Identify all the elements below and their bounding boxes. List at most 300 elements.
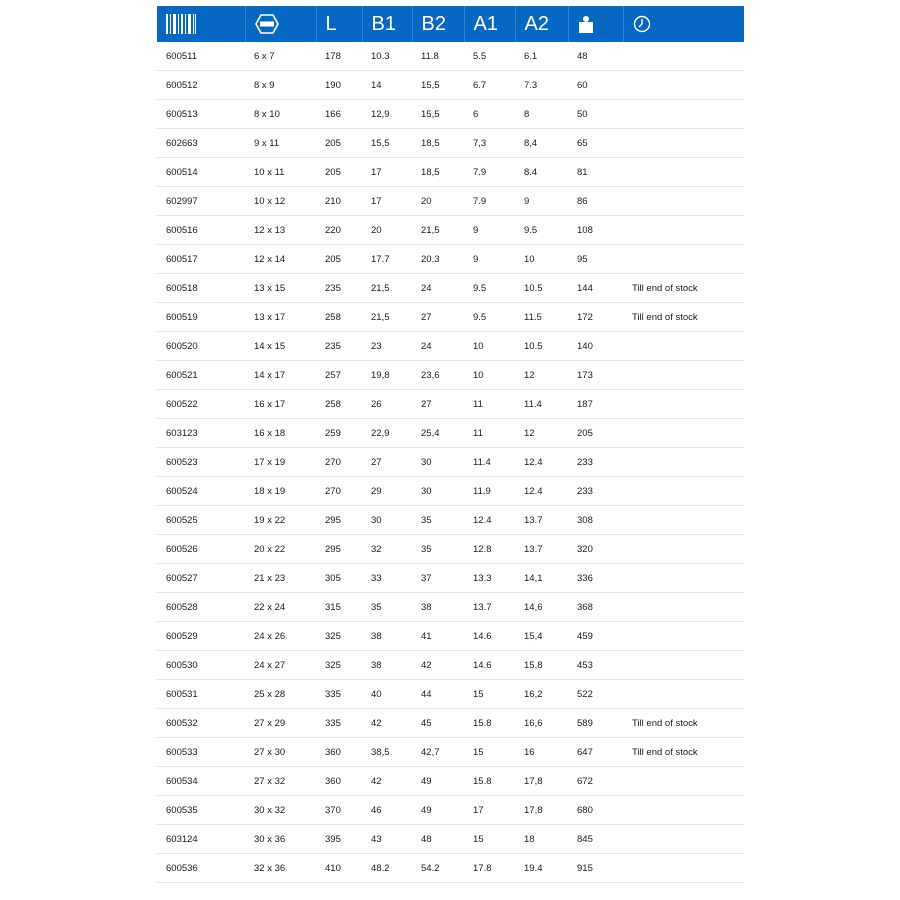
length-cell: 258	[316, 303, 362, 332]
header-weight	[568, 6, 623, 42]
b1-cell: 29	[362, 477, 412, 506]
table-row	[157, 390, 744, 419]
a2-cell: 13.7	[515, 535, 568, 564]
availability-cell	[623, 448, 744, 477]
b1-cell: 17	[362, 187, 412, 216]
a2-cell: 11.4	[515, 390, 568, 419]
table-row	[157, 796, 744, 825]
b1-cell: 26	[362, 390, 412, 419]
header-b2	[412, 6, 464, 42]
length-cell: 220	[316, 216, 362, 245]
length-cell: 295	[316, 506, 362, 535]
header-article-number	[157, 6, 245, 42]
length-cell: 205	[316, 158, 362, 187]
b2-cell: 44	[412, 680, 464, 709]
header-a1	[464, 6, 515, 42]
size-cell: 16 x 18	[245, 419, 316, 448]
table-row	[157, 303, 744, 332]
length-cell: 210	[316, 187, 362, 216]
article-number-cell: 600512	[157, 71, 245, 100]
length-cell: 315	[316, 593, 362, 622]
weight-icon	[578, 15, 594, 33]
a2-cell: 9.5	[515, 216, 568, 245]
header-b1	[362, 6, 412, 42]
size-cell: 8 x 10	[245, 100, 316, 129]
a2-cell: 10.5	[515, 332, 568, 361]
availability-cell	[623, 622, 744, 651]
b2-cell: 38	[412, 593, 464, 622]
size-cell: 13 x 17	[245, 303, 316, 332]
weight-cell: 233	[568, 448, 623, 477]
b2-cell: 35	[412, 506, 464, 535]
b2-cell: 24	[412, 274, 464, 303]
size-cell: 20 x 22	[245, 535, 316, 564]
weight-cell: 108	[568, 216, 623, 245]
a2-cell: 12.4	[515, 448, 568, 477]
table-row	[157, 448, 744, 477]
product-table-container	[157, 6, 744, 883]
length-cell: 295	[316, 535, 362, 564]
table-row	[157, 767, 744, 796]
a2-cell: 8	[515, 100, 568, 129]
b1-cell: 30	[362, 506, 412, 535]
availability-cell	[623, 825, 744, 854]
b1-cell: 38,5	[362, 738, 412, 767]
a1-cell: 12.4	[464, 506, 515, 535]
length-cell: 257	[316, 361, 362, 390]
article-number-cell: 600530	[157, 651, 245, 680]
a1-cell: 10	[464, 361, 515, 390]
article-number-cell: 600519	[157, 303, 245, 332]
b1-cell: 21,5	[362, 274, 412, 303]
b1-cell: 32	[362, 535, 412, 564]
b2-cell: 49	[412, 796, 464, 825]
size-cell: 14 x 15	[245, 332, 316, 361]
a1-cell: 14.6	[464, 651, 515, 680]
table-row	[157, 564, 744, 593]
availability-cell	[623, 216, 744, 245]
weight-cell: 81	[568, 158, 623, 187]
availability-cell	[623, 100, 744, 129]
a1-cell: 11	[464, 390, 515, 419]
a2-cell: 15,4	[515, 622, 568, 651]
header-length	[316, 6, 362, 42]
a1-cell: 12.8	[464, 535, 515, 564]
b2-cell: 35	[412, 535, 464, 564]
barcode-icon	[166, 14, 196, 34]
availability-cell	[623, 419, 744, 448]
b1-cell: 14	[362, 71, 412, 100]
a1-cell: 6.7	[464, 71, 515, 100]
a2-cell: 18	[515, 825, 568, 854]
article-number-cell: 600518	[157, 274, 245, 303]
weight-cell: 522	[568, 680, 623, 709]
b2-cell: 24	[412, 332, 464, 361]
size-cell: 13 x 15	[245, 274, 316, 303]
availability-cell	[623, 854, 744, 883]
article-number-cell: 600520	[157, 332, 245, 361]
table-row	[157, 854, 744, 883]
availability-cell: Till end of stock	[623, 303, 744, 332]
a1-cell: 15.8	[464, 709, 515, 738]
weight-cell: 205	[568, 419, 623, 448]
length-cell: 259	[316, 419, 362, 448]
a1-cell: 9	[464, 245, 515, 274]
b1-cell: 20	[362, 216, 412, 245]
weight-cell: 845	[568, 825, 623, 854]
table-row	[157, 42, 744, 71]
length-cell: 360	[316, 767, 362, 796]
weight-cell: 459	[568, 622, 623, 651]
availability-cell	[623, 42, 744, 71]
weight-cell: 336	[568, 564, 623, 593]
size-cell: 27 x 30	[245, 738, 316, 767]
a1-cell: 15.8	[464, 767, 515, 796]
table-body	[157, 42, 744, 883]
size-cell: 12 x 13	[245, 216, 316, 245]
b2-cell: 30	[412, 477, 464, 506]
table-row	[157, 158, 744, 187]
weight-cell: 915	[568, 854, 623, 883]
b1-cell: 22,9	[362, 419, 412, 448]
b1-cell: 17	[362, 158, 412, 187]
b2-cell: 11.8	[412, 42, 464, 71]
size-cell: 6 x 7	[245, 42, 316, 71]
b2-cell: 45	[412, 709, 464, 738]
header-a2	[515, 6, 568, 42]
b1-cell: 33	[362, 564, 412, 593]
availability-cell	[623, 187, 744, 216]
weight-cell: 95	[568, 245, 623, 274]
size-cell: 18 x 19	[245, 477, 316, 506]
a1-cell: 15	[464, 738, 515, 767]
availability-cell	[623, 361, 744, 390]
article-number-cell: 603123	[157, 419, 245, 448]
a1-cell: 7.9	[464, 187, 515, 216]
size-cell: 10 x 11	[245, 158, 316, 187]
b1-cell: 10.3	[362, 42, 412, 71]
weight-cell: 173	[568, 361, 623, 390]
a1-cell: 11.9	[464, 477, 515, 506]
article-number-cell: 600524	[157, 477, 245, 506]
header-label-b1: B1	[371, 12, 396, 35]
b2-cell: 41	[412, 622, 464, 651]
a2-cell: 16,2	[515, 680, 568, 709]
a2-cell: 13.7	[515, 506, 568, 535]
table-row	[157, 506, 744, 535]
a1-cell: 7.9	[464, 158, 515, 187]
weight-cell: 680	[568, 796, 623, 825]
table-row	[157, 274, 744, 303]
availability-cell	[623, 158, 744, 187]
b1-cell: 21,5	[362, 303, 412, 332]
availability-cell	[623, 506, 744, 535]
table-header-row	[157, 6, 744, 42]
b2-cell: 15,5	[412, 71, 464, 100]
length-cell: 166	[316, 100, 362, 129]
b1-cell: 23	[362, 332, 412, 361]
header-availability	[623, 6, 744, 42]
availability-cell	[623, 680, 744, 709]
article-number-cell: 600526	[157, 535, 245, 564]
table-row	[157, 680, 744, 709]
a2-cell: 8,4	[515, 129, 568, 158]
b2-cell: 37	[412, 564, 464, 593]
size-cell: 32 x 36	[245, 854, 316, 883]
size-cell: 27 x 29	[245, 709, 316, 738]
length-cell: 325	[316, 622, 362, 651]
a1-cell: 11.4	[464, 448, 515, 477]
size-cell: 17 x 19	[245, 448, 316, 477]
article-number-cell: 600531	[157, 680, 245, 709]
a2-cell: 10.5	[515, 274, 568, 303]
a2-cell: 16	[515, 738, 568, 767]
weight-cell: 172	[568, 303, 623, 332]
weight-cell: 308	[568, 506, 623, 535]
article-number-cell: 603124	[157, 825, 245, 854]
b2-cell: 27	[412, 303, 464, 332]
b1-cell: 42	[362, 767, 412, 796]
a2-cell: 10	[515, 245, 568, 274]
availability-cell: Till end of stock	[623, 709, 744, 738]
article-number-cell: 600534	[157, 767, 245, 796]
weight-cell: 86	[568, 187, 623, 216]
a2-cell: 17,8	[515, 796, 568, 825]
b2-cell: 18,5	[412, 158, 464, 187]
size-cell: 8 x 9	[245, 71, 316, 100]
availability-cell: Till end of stock	[623, 738, 744, 767]
length-cell: 190	[316, 71, 362, 100]
b2-cell: 54.2	[412, 854, 464, 883]
article-number-cell: 600529	[157, 622, 245, 651]
a1-cell: 13.3	[464, 564, 515, 593]
weight-cell: 60	[568, 71, 623, 100]
b2-cell: 49	[412, 767, 464, 796]
a1-cell: 6	[464, 100, 515, 129]
table-row	[157, 245, 744, 274]
a1-cell: 9.5	[464, 303, 515, 332]
weight-cell: 589	[568, 709, 623, 738]
b2-cell: 25,4	[412, 419, 464, 448]
table-row	[157, 622, 744, 651]
length-cell: 410	[316, 854, 362, 883]
b2-cell: 20	[412, 187, 464, 216]
article-number-cell: 600535	[157, 796, 245, 825]
table-row	[157, 709, 744, 738]
a2-cell: 8.4	[515, 158, 568, 187]
header-size	[245, 6, 316, 42]
length-cell: 178	[316, 42, 362, 71]
size-cell: 12 x 14	[245, 245, 316, 274]
table-row	[157, 332, 744, 361]
availability-cell	[623, 245, 744, 274]
a2-cell: 11.5	[515, 303, 568, 332]
a2-cell: 17,8	[515, 767, 568, 796]
availability-cell	[623, 651, 744, 680]
b2-cell: 27	[412, 390, 464, 419]
b1-cell: 46	[362, 796, 412, 825]
b2-cell: 48	[412, 825, 464, 854]
length-cell: 335	[316, 709, 362, 738]
weight-cell: 187	[568, 390, 623, 419]
table-row	[157, 100, 744, 129]
b2-cell: 42	[412, 651, 464, 680]
b1-cell: 12,9	[362, 100, 412, 129]
length-cell: 305	[316, 564, 362, 593]
product-table	[157, 6, 744, 883]
table-row	[157, 129, 744, 158]
a2-cell: 12.4	[515, 477, 568, 506]
size-cell: 27 x 32	[245, 767, 316, 796]
table-row	[157, 825, 744, 854]
weight-cell: 144	[568, 274, 623, 303]
a1-cell: 14.6	[464, 622, 515, 651]
article-number-cell: 602663	[157, 129, 245, 158]
b2-cell: 15,5	[412, 100, 464, 129]
a2-cell: 14,6	[515, 593, 568, 622]
availability-cell	[623, 767, 744, 796]
length-cell: 270	[316, 448, 362, 477]
article-number-cell: 600525	[157, 506, 245, 535]
a2-cell: 12	[515, 419, 568, 448]
availability-cell	[623, 564, 744, 593]
b1-cell: 38	[362, 622, 412, 651]
article-number-cell: 600513	[157, 100, 245, 129]
size-cell: 21 x 23	[245, 564, 316, 593]
size-cell: 10 x 12	[245, 187, 316, 216]
a1-cell: 13.7	[464, 593, 515, 622]
article-number-cell: 600514	[157, 158, 245, 187]
header-label-b2: B2	[421, 12, 446, 35]
length-cell: 395	[316, 825, 362, 854]
article-number-cell: 600536	[157, 854, 245, 883]
b2-cell: 23,6	[412, 361, 464, 390]
size-cell: 30 x 32	[245, 796, 316, 825]
availability-cell	[623, 129, 744, 158]
b1-cell: 40	[362, 680, 412, 709]
table-row	[157, 535, 744, 564]
b2-cell: 30	[412, 448, 464, 477]
weight-cell: 233	[568, 477, 623, 506]
size-cell: 9 x 11	[245, 129, 316, 158]
b1-cell: 19,8	[362, 361, 412, 390]
b1-cell: 15,5	[362, 129, 412, 158]
size-cell: 16 x 17	[245, 390, 316, 419]
a2-cell: 16,6	[515, 709, 568, 738]
weight-cell: 140	[568, 332, 623, 361]
weight-cell: 320	[568, 535, 623, 564]
availability-cell	[623, 593, 744, 622]
article-number-cell: 600511	[157, 42, 245, 71]
article-number-cell: 600527	[157, 564, 245, 593]
table-row	[157, 738, 744, 767]
article-number-cell: 600533	[157, 738, 245, 767]
length-cell: 205	[316, 129, 362, 158]
a1-cell: 15	[464, 680, 515, 709]
length-cell: 205	[316, 245, 362, 274]
size-cell: 22 x 24	[245, 593, 316, 622]
b2-cell: 21,5	[412, 216, 464, 245]
a1-cell: 10	[464, 332, 515, 361]
table-row	[157, 361, 744, 390]
table-row	[157, 216, 744, 245]
article-number-cell: 600528	[157, 593, 245, 622]
weight-cell: 647	[568, 738, 623, 767]
article-number-cell: 600532	[157, 709, 245, 738]
length-cell: 235	[316, 332, 362, 361]
b1-cell: 48.2	[362, 854, 412, 883]
table-row	[157, 419, 744, 448]
length-cell: 270	[316, 477, 362, 506]
length-cell: 325	[316, 651, 362, 680]
b1-cell: 27	[362, 448, 412, 477]
article-number-cell: 600517	[157, 245, 245, 274]
header-label-a2: A2	[524, 12, 549, 35]
weight-cell: 672	[568, 767, 623, 796]
availability-cell	[623, 71, 744, 100]
article-number-cell: 600516	[157, 216, 245, 245]
a2-cell: 7.3	[515, 71, 568, 100]
size-cell: 30 x 36	[245, 825, 316, 854]
availability-cell	[623, 332, 744, 361]
size-cell: 24 x 27	[245, 651, 316, 680]
availability-cell	[623, 796, 744, 825]
length-cell: 335	[316, 680, 362, 709]
size-cell: 25 x 28	[245, 680, 316, 709]
length-cell: 370	[316, 796, 362, 825]
wrench-size-icon	[255, 14, 279, 34]
a1-cell: 11	[464, 419, 515, 448]
length-cell: 258	[316, 390, 362, 419]
size-cell: 14 x 17	[245, 361, 316, 390]
a2-cell: 14,1	[515, 564, 568, 593]
size-cell: 24 x 26	[245, 622, 316, 651]
a1-cell: 17.8	[464, 854, 515, 883]
a1-cell: 7,3	[464, 129, 515, 158]
article-number-cell: 600521	[157, 361, 245, 390]
a1-cell: 17	[464, 796, 515, 825]
weight-cell: 50	[568, 100, 623, 129]
header-label-l: L	[325, 12, 337, 35]
weight-cell: 368	[568, 593, 623, 622]
a1-cell: 15	[464, 825, 515, 854]
article-number-cell: 600522	[157, 390, 245, 419]
a2-cell: 15,8	[515, 651, 568, 680]
a1-cell: 9.5	[464, 274, 515, 303]
a1-cell: 5.5	[464, 42, 515, 71]
availability-cell	[623, 477, 744, 506]
table-row	[157, 71, 744, 100]
availability-cell: Till end of stock	[623, 274, 744, 303]
length-cell: 235	[316, 274, 362, 303]
b2-cell: 20.3	[412, 245, 464, 274]
article-number-cell: 600523	[157, 448, 245, 477]
b2-cell: 42,7	[412, 738, 464, 767]
weight-cell: 453	[568, 651, 623, 680]
availability-cell	[623, 535, 744, 564]
length-cell: 360	[316, 738, 362, 767]
table-row	[157, 593, 744, 622]
a2-cell: 6.1	[515, 42, 568, 71]
table-row	[157, 651, 744, 680]
b1-cell: 42	[362, 709, 412, 738]
b1-cell: 17.7	[362, 245, 412, 274]
a2-cell: 9	[515, 187, 568, 216]
article-number-cell: 602997	[157, 187, 245, 216]
b1-cell: 43	[362, 825, 412, 854]
b2-cell: 18,5	[412, 129, 464, 158]
table-row	[157, 187, 744, 216]
